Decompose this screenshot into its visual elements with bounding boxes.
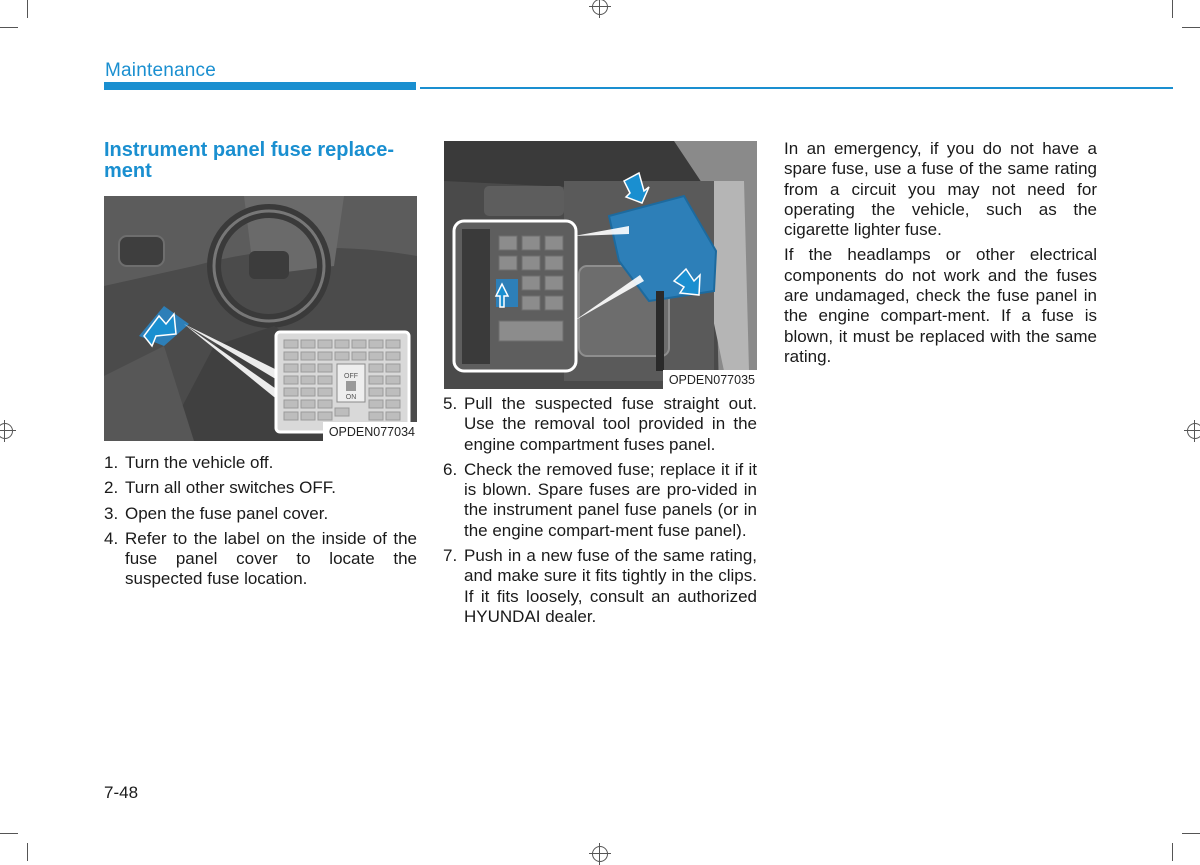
- section-label: Maintenance: [105, 60, 216, 81]
- step-text: Pull the suspected fuse straight out. Use the removal tool provided in the engine compartment fuses panel.: [464, 394, 757, 454]
- step-item: 7. Push in a new fuse of the same rating, and make sure it fits tightly in the clips. If it fits loosely, consult an authorized HYUNDAI dealer.: [443, 546, 757, 626]
- page-number: 7-48: [104, 783, 139, 802]
- right-column: [784, 139, 1097, 372]
- step-item: 3. Open the fuse panel cover.: [104, 503, 329, 523]
- interior-illustration: [104, 196, 417, 441]
- step-text: Push in a new fuse of the same rating, and make sure it fits tightly in the clips. If it fits loosely, consult an authorized HYUNDAI dealer.: [464, 546, 757, 626]
- steps-list-middle: [443, 394, 757, 627]
- paragraph: If the headlamps or other electrical components do not work and the fuses are undamaged, check the fuse panel in the engine compart-ment. If a fuse is blown, it must be replaced with the same rating.: [784, 245, 1097, 366]
- engine-illustration: [444, 141, 757, 389]
- step-text: Open the fuse panel cover.: [125, 503, 329, 523]
- step-item: 5. Pull the suspected fuse straight out. Use the removal tool provided in the engine compartment fuses panel.: [443, 394, 757, 454]
- figure-code: OPDEN077035: [663, 370, 757, 389]
- step-text: Turn the vehicle off.: [125, 453, 274, 472]
- crop-mark: [1172, 0, 1173, 18]
- step-item: 2. Turn all other switches OFF.: [104, 478, 336, 498]
- crop-mark: [27, 843, 28, 861]
- step-item: 4. Refer to the label on the inside of the fuse panel cover to locate the suspected fuse location.: [104, 528, 417, 589]
- section-heading: Instrument panel fuse replace-ment: [104, 139, 395, 182]
- step-text: Turn all other switches OFF.: [125, 478, 336, 498]
- registration-mark: [1184, 420, 1200, 442]
- crop-mark: [27, 0, 28, 18]
- step-item: 6. Check the removed fuse; replace it if it is blown. Spare fuses are pro-vided in the instrument panel fuse panels (or in the engine compart-ment fuse panel).: [443, 459, 757, 540]
- registration-mark: [589, 843, 611, 865]
- steps-list-left: [104, 453, 417, 590]
- figure-engine-fuse-panel: [444, 141, 757, 389]
- left-column: [104, 453, 417, 595]
- header-rule-thin: [420, 87, 1173, 89]
- step-text: Refer to the label on the inside of the fuse panel cover to locate the suspected fuse location.: [125, 528, 417, 589]
- crop-mark: [1182, 833, 1200, 834]
- switch-on-label: ON: [345, 394, 357, 401]
- figure-code: OPDEN077034: [323, 422, 417, 441]
- crop-mark: [0, 27, 18, 28]
- paragraph: In an emergency, if you do not have a spare fuse, use a fuse of the same rating from a circuit you may not need for operating the vehicle, such as the cigarette lighter fuse.: [784, 139, 1097, 240]
- step-text: Check the removed fuse; replace it if it is blown. Spare fuses are pro-vided in the instrument panel fuse panels (or in the engine compart-ment fuse panel).: [464, 459, 757, 540]
- figure-interior-fuse-panel: [104, 196, 417, 441]
- crop-mark: [1172, 843, 1173, 861]
- step-item: 1. Turn the vehicle off.: [104, 453, 274, 472]
- middle-column: [443, 394, 757, 632]
- switch-off-label: OFF: [344, 373, 358, 380]
- header-rule-thick: [104, 82, 416, 90]
- crop-mark: [0, 833, 18, 834]
- registration-mark: [0, 420, 16, 442]
- crop-mark: [1182, 27, 1200, 28]
- registration-mark: [589, 0, 611, 18]
